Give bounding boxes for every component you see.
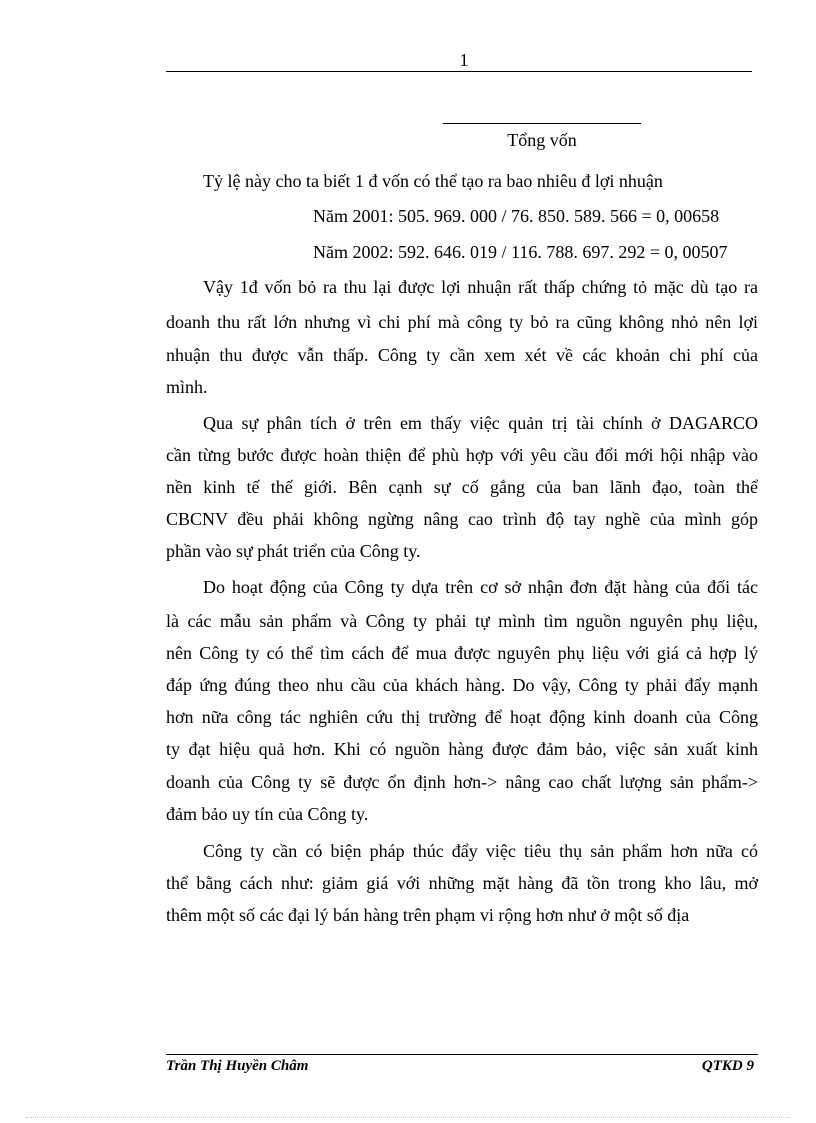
footer-author: Trần Thị Huyền Châm <box>166 1058 309 1074</box>
paragraph-1-line: Vậy 1đ vốn bỏ ra thu lại được lợi nhuận rất thấp chứng tỏ mặc dù tạo ra <box>203 277 758 297</box>
formula-2002: Năm 2002: 592. 646. 019 / 116. 788. 697. 292 = 0, 00507 <box>313 242 728 262</box>
page-number: 1 <box>459 50 469 70</box>
header-rule <box>166 71 752 72</box>
intro-line: Tỷ lệ này cho ta biết 1 đ vốn có thể tạo ra bao nhiêu đ lợi nhuận <box>203 171 663 191</box>
paragraph-3-line: Do hoạt động của Công ty dựa trên cơ sở nhận đơn đặt hàng của đối tác <box>203 577 758 597</box>
paragraph-4-line: thêm một số các đại lý bán hàng trên phạm vi rộng hơn như ở một số địa <box>166 905 690 925</box>
paragraph-2-line: Qua sự phân tích ở trên em thấy việc quản trị tài chính ở DAGARCO <box>203 413 758 433</box>
paragraph-3-line: doanh của Công ty sẽ được ổn định hơn-> nâng cao chất lượng sản phẩm-> <box>166 772 758 792</box>
paragraph-3-line: hơn nữa công tác nghiên cứu thị trường để hoạt động kinh doanh của Công <box>166 707 758 727</box>
formula-2001: Năm 2001: 505. 969. 000 / 76. 850. 589. 566 = 0, 00658 <box>313 206 720 226</box>
paragraph-3-line: nên Công ty có thể tìm cách để mua được nguyên phụ liệu với giá cả hợp lý <box>166 643 758 663</box>
paragraph-2-line: CBCNV đều phải không ngừng nâng cao trình độ tay nghề của mình góp <box>166 509 758 529</box>
paragraph-3-line: ty đạt hiệu quả hơn. Khi có nguồn hàng được đảm bảo, việc sản xuất kinh <box>166 739 758 759</box>
paragraph-3-line: là các mẫu sản phẩm và Công ty phải tự mình tìm nguồn nguyên phụ liệu, <box>166 611 758 631</box>
page-bottom-border <box>26 1117 790 1118</box>
paragraph-2-line: cần từng bước được hoàn thiện để phù hợp với yêu cầu đổi mới hội nhập vào <box>166 445 758 465</box>
fraction-denominator: Tổng vốn <box>507 130 577 150</box>
paragraph-3-line: đáp ứng đúng theo nhu cầu của khách hàng. Do vậy, Công ty phải đẩy mạnh <box>166 675 758 695</box>
paragraph-2-line: phần vào sự phát triển của Công ty. <box>166 541 421 561</box>
paragraph-1-line: nhuận thu được vẫn thấp. Công ty cần xem xét về các khoản chi phí của <box>166 345 758 365</box>
paragraph-3-line: đảm bảo uy tín của Công ty. <box>166 804 369 824</box>
footer-class: QTKD 9 <box>701 1058 754 1074</box>
paragraph-2-line: nền kinh tế thế giới. Bên cạnh sự cố gắng của ban lãnh đạo, toàn thể <box>166 477 758 497</box>
paragraph-1-line: doanh thu rất lớn nhưng vì chi phí mà công ty bỏ ra cũng không nhỏ nên lợi <box>166 312 758 332</box>
paragraph-4-line: thể bằng cách như: giảm giá với những mặt hàng đã tồn trong kho lâu, mở <box>166 873 758 893</box>
footer-rule <box>166 1054 758 1055</box>
paragraph-1-line: mình. <box>166 377 208 397</box>
paragraph-4-line: Công ty cần có biện pháp thúc đẩy việc tiêu thụ sản phẩm hơn nữa có <box>203 841 758 861</box>
fraction-rule <box>443 123 641 124</box>
